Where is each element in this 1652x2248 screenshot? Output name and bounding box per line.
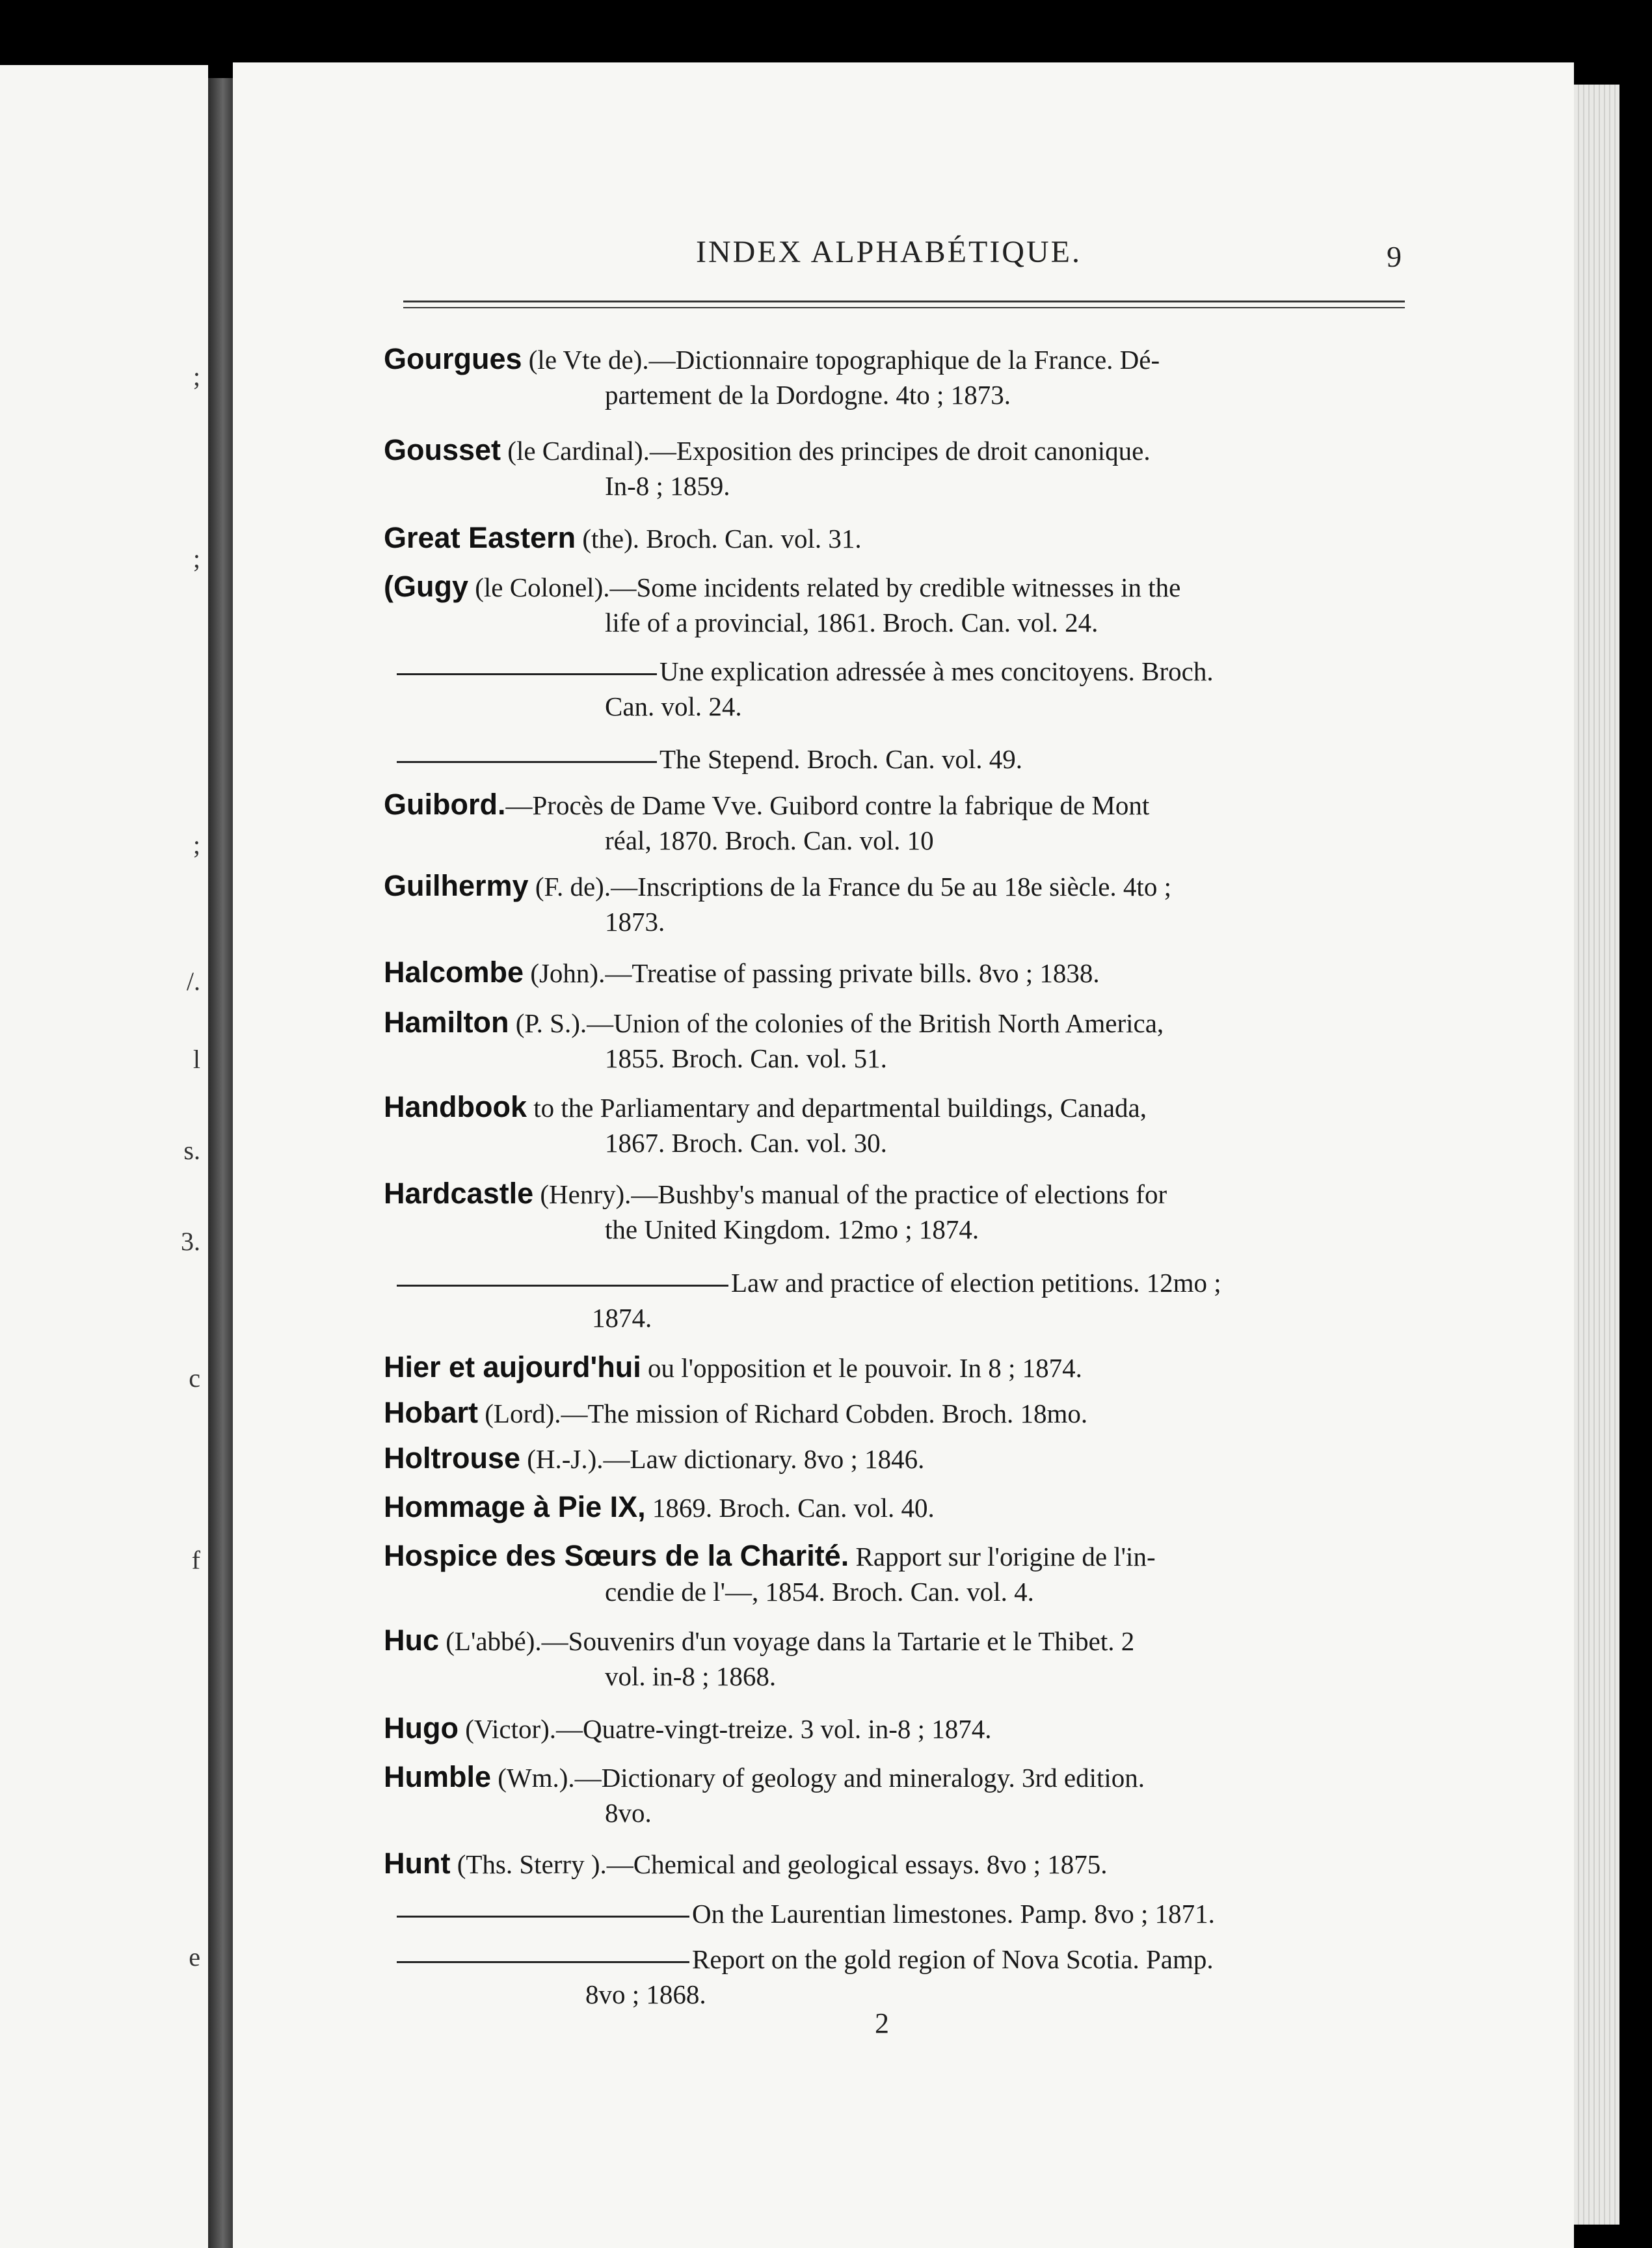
index-entry [384,1176,1411,1247]
index-entry [384,787,1411,858]
index-entry-continued [397,1265,1424,1335]
margin-fragment: 3. [181,1227,200,1256]
margin-fragment: ; [193,830,200,859]
entry-heading: Holtrouse [384,1441,521,1475]
ditto-dash [397,673,657,675]
index-entry [384,868,1411,939]
margin-fragment: e [189,1942,200,1972]
left-page-fragment [0,65,208,2248]
index-entry [384,1490,1411,1525]
header-rule [403,301,1405,302]
entry-heading: Great Eastern [384,521,576,554]
entry-continuation: In-8 ; 1859. [605,471,730,501]
index-entry [384,1090,1411,1160]
index-entry [384,955,1411,991]
index-entry-continued [397,742,1424,777]
entry-heading: Guilhermy [384,869,529,902]
entry-heading: Hardcastle [384,1177,534,1210]
entry-continuation: partement de la Dordogne. 4to ; 1873. [605,380,1011,410]
ditto-dash [397,1916,689,1918]
entry-text: Report on the gold region of Nova Scotia. Pamp. [692,1944,1214,1974]
entry-continuation: réal, 1870. Broch. Can. vol. 10 [605,825,934,855]
entry-text: (le Colonel).—Some incidents related by credible witnesses in the [468,572,1181,602]
entry-text: (Wm.).—Dictionary of geology and mineralogy. 3rd edition. [491,1763,1145,1793]
entry-text: (L'abbé).—Souvenirs d'un voyage dans la Tartarie et le Thibet. 2 [439,1626,1135,1656]
entry-text: (John).—Treatise of passing private bills. 8vo ; 1838. [524,958,1100,988]
index-entry [384,1846,1411,1882]
entry-continuation: 8vo ; 1868. [585,1979,706,2009]
entry-continuation: life of a provincial, 1861. Broch. Can. vol. 24. [605,608,1099,637]
index-entry [384,1441,1411,1477]
page-edges [1574,85,1619,2225]
index-entry [384,1623,1411,1694]
index-entry [384,1350,1411,1385]
margin-fragment: s. [183,1136,200,1165]
index-entry [384,341,1411,412]
header-rule-thin [403,307,1405,308]
entry-text: The Stepend. Broch. Can. vol. 49. [659,744,1022,774]
entry-continuation: cendie de l'—, 1854. Broch. Can. vol. 4. [605,1577,1034,1607]
entry-text: On the Laurentian limestones. Pamp. 8vo ; 1871. [692,1899,1215,1929]
entry-heading: Handbook [384,1090,527,1123]
margin-fragment: ; [193,544,200,573]
index-entry [384,1395,1411,1431]
entry-heading: Hospice des Sœurs de la Charité. [384,1539,849,1572]
entry-text: (Ths. Sterry ).—Chemical and geological essays. 8vo ; 1875. [450,1849,1108,1879]
index-entry-continued [397,1942,1424,2012]
entry-heading: (Gugy [384,570,468,603]
entry-heading: Hamilton [384,1006,509,1039]
index-entry [384,1538,1411,1609]
index-entry [384,1760,1411,1830]
ditto-dash [397,1961,689,1963]
entry-heading: Hommage à Pie IX, [384,1490,646,1523]
entry-heading: Guibord. [384,788,506,821]
index-entry [384,520,1411,556]
entry-heading: Gourgues [384,342,522,375]
index-entry [384,1711,1411,1746]
entry-text: to the Parliamentary and departmental buildings, Canada, [527,1093,1147,1123]
index-entry [384,1005,1411,1076]
running-header: INDEX ALPHABÉTIQUE. [696,235,1082,269]
margin-fragment: /. [186,967,200,996]
margin-fragment: ; [193,362,200,391]
index-entry [384,569,1411,640]
entry-text: 1869. Broch. Can. vol. 40. [645,1493,935,1523]
entry-text: (Lord).—The mission of Richard Cobden. Broch. 18mo. [478,1398,1088,1428]
entry-text: (the). Broch. Can. vol. 31. [576,524,862,554]
entry-text: Law and practice of election petitions. 12mo ; [731,1268,1221,1298]
entry-text: (F. de).—Inscriptions de la France du 5e au 18e siècle. 4to ; [528,872,1171,902]
entry-heading: Hier et aujourd'hui [384,1350,641,1384]
entry-continuation: 1873. [605,907,665,937]
entry-text: —Procès de Dame Vve. Guibord contre la fabrique de Mont [505,790,1150,820]
entry-text: (P. S.).—Union of the colonies of the British North America, [509,1008,1164,1038]
entry-text: Une explication adressée à mes concitoyens. Broch. [659,656,1214,686]
margin-fragment: f [191,1545,200,1575]
entry-text: (Henry).—Bushby's manual of the practice of elections for [533,1179,1167,1209]
entry-heading: Hobart [384,1396,478,1429]
entry-heading: Humble [384,1760,492,1793]
entry-continuation: Can. vol. 24. [605,691,742,721]
book-spine [208,78,233,2248]
index-entry-continued [397,1896,1424,1931]
entry-text: (le Cardinal).—Exposition des principes de droit canonique. [501,436,1151,466]
entry-text: (H.-J.).—Law dictionary. 8vo ; 1846. [520,1444,925,1474]
entry-heading: Halcombe [384,956,524,989]
entry-continuation: vol. in-8 ; 1868. [605,1661,777,1691]
entry-continuation: 8vo. [605,1798,652,1828]
entry-heading: Huc [384,1624,440,1657]
index-entry [384,433,1411,503]
entry-text: Rapport sur l'origine de l'in- [849,1542,1156,1572]
signature-mark: 2 [875,2007,889,2039]
entry-text: (le Vte de).—Dictionnaire topographique de la France. Dé- [522,345,1160,375]
entry-continuation: 1855. Broch. Can. vol. 51. [605,1043,887,1073]
entry-continuation: 1874. [592,1303,652,1333]
entry-text: ou l'opposition et le pouvoir. In 8 ; 1874. [641,1353,1082,1383]
index-entry-continued [397,654,1424,724]
entry-continuation: the United Kingdom. 12mo ; 1874. [605,1214,979,1244]
entry-continuation: 1867. Broch. Can. vol. 30. [605,1128,887,1158]
entry-heading: Gousset [384,433,501,466]
margin-fragment: c [189,1363,200,1393]
page-number: 9 [1387,240,1402,273]
entry-text: (Victor).—Quatre-vingt-treize. 3 vol. in-8 ; 1874. [458,1714,992,1744]
ditto-dash [397,761,657,763]
entry-heading: Hunt [384,1847,451,1880]
ditto-dash [397,1285,728,1287]
entry-heading: Hugo [384,1711,459,1745]
margin-fragment: l [193,1045,200,1074]
